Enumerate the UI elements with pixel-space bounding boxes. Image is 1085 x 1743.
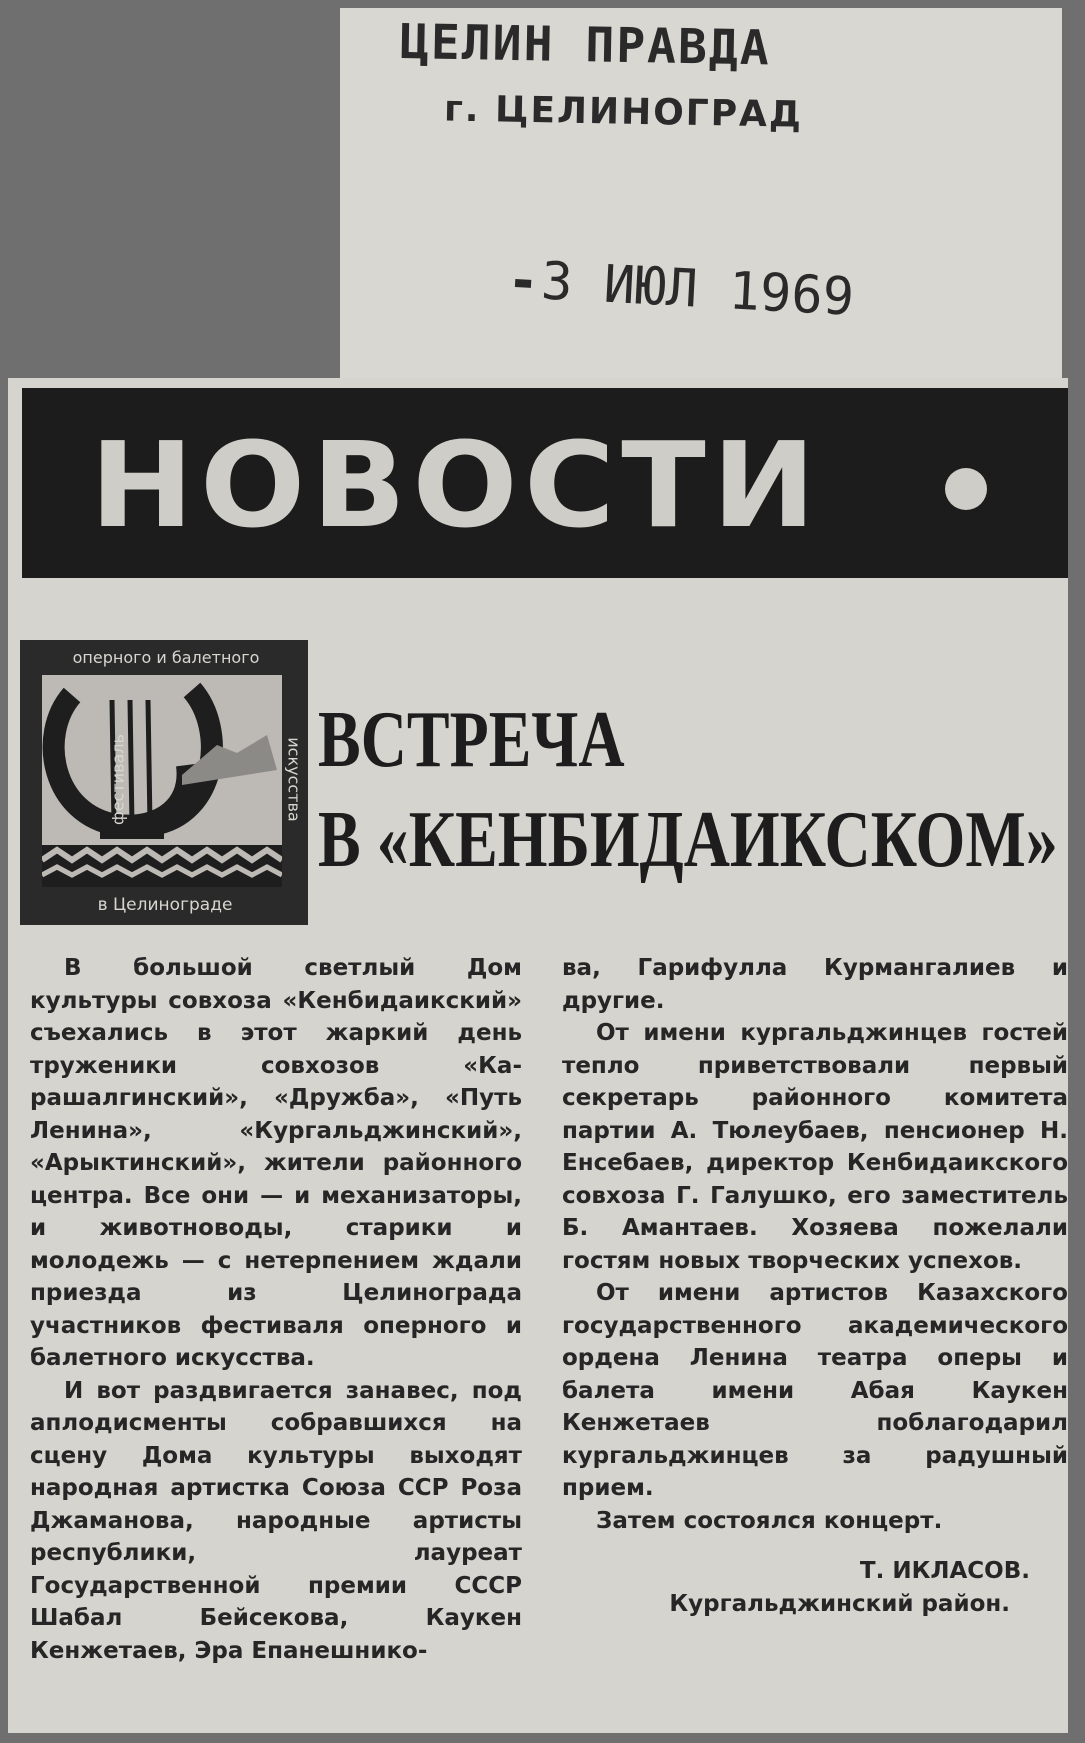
headline-line-1: ВСТРЕЧА xyxy=(318,696,625,784)
emblem-top-text: оперного и балетного xyxy=(72,648,260,667)
newspaper-stamp: ЦЕЛИН ПРАВДА xyxy=(399,13,772,77)
paragraph: От имени кургальджинцев гостей тепло приветствовали первый секретарь районного комитета партии А. Тюлеубаев, пенсионер Н. Енсебаев, директор Кенбидаикского совхоза Г. Галушко, его заместитель Б. Амантаев. Хозяева пожелали гостям новых творческих успехов. xyxy=(562,1020,1068,1274)
article-column-left xyxy=(30,952,522,1667)
author-signature: Т. ИКЛАСОВ. xyxy=(859,1558,1030,1584)
city-stamp: г. ЦЕЛИНОГРАД xyxy=(443,88,804,136)
emblem-bottom-text: в Целинограде xyxy=(97,895,233,915)
date-stamp-text: 3 ИЮЛ 1969 xyxy=(539,251,856,328)
lyre-icon xyxy=(42,675,282,887)
article-headline xyxy=(318,690,1058,890)
paragraph: ва, Гарифулла Курмангалиев и другие. xyxy=(562,955,1068,1014)
section-title: НОВОСТИ xyxy=(90,416,823,554)
paragraph: В большой светлый Дом культуры совхоза «Кенбидаикский» съехались в этот жаркий день труженики совхозов «Карашалгинский», «Дружба», «Путь Ленина», «Кургальджинский», «Арыктинский», жители районного центра. Все они — и механизаторы, и животноводы, старики и молодежь — с нетерпением ждали приезда из Целинограда участников фестиваля оперного и балетного искусства. xyxy=(30,955,522,1371)
paragraph: Затем состоялся концерт. xyxy=(596,1507,943,1534)
stamp-dash xyxy=(515,279,531,288)
emblem-right-text: искусства xyxy=(284,737,304,822)
paragraph: И вот раздвигается занавес, под аплодисменты собравшихся на сцену Дома культуры выходят народная артистка Союза ССР Роза Джаманова, народные артисты республики, лауреат Государственной премии СССР Шабал Бейсекова, Каукен Кенжетаев, Эра Епанешнико- xyxy=(30,1377,522,1664)
author-district: Кургальджинский район. xyxy=(669,1590,1010,1617)
article-column-right xyxy=(562,952,1068,1620)
headline-line-2: В «КЕНБИДАИКСКОМ» xyxy=(318,796,1058,884)
emblem-left-text: фестиваль xyxy=(108,734,128,825)
banner-dot xyxy=(945,468,987,510)
paragraph: От имени артистов Казахского государственного академического ордена Ленина театра оперы и балета имени Абая Каукен Кенжетаев поблагодарил кургальджинцев за радушный прием. xyxy=(562,1280,1068,1501)
